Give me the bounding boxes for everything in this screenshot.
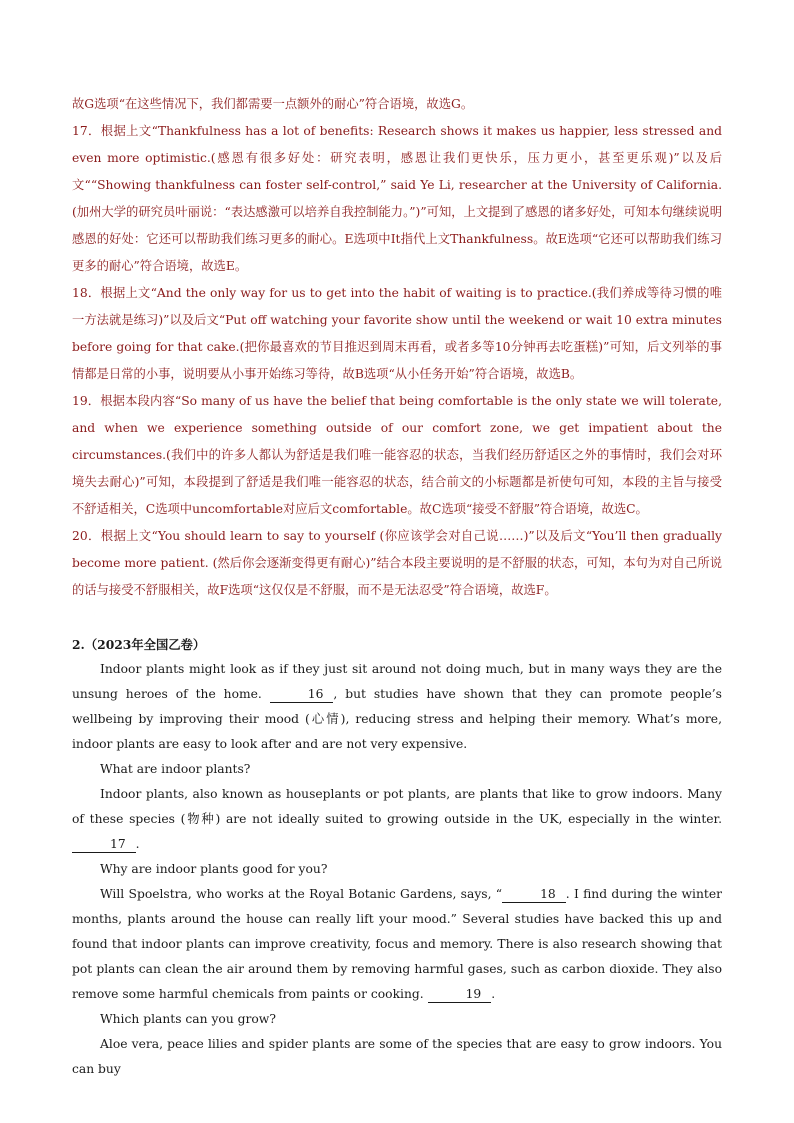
question-header: 2.（2023年全国乙卷） (72, 637, 206, 652)
blank-16: 16 (270, 686, 334, 703)
passage-paragraph-1: Indoor plants might look as if they just sit around not doing much, but in many ways they are the unsung heroes of the home. 16 , but studies have shown that they can promote people’s wellbeing by improving their mood (心情), reducing stress and helping their memory. What’s more, indoor plants are easy to look after and are not very expensive. (72, 662, 722, 751)
passage-paragraph-3: Will Spoelstra, who works at the Royal Botanic Gardens, says, “ 18 . I find during the winter months, plants around the house can really lift your mood.” Several studies have backed this up and found that indoor plants can improve creativity, focus and memory. There is also research showing that pot plants can clean the air around them by removing harmful gases, such as carbon dioxide. They also remove some harmful chemicals from paints or cooking. 19 . (72, 887, 722, 1001)
subheading-which: Which plants can you grow? (100, 1012, 276, 1026)
question-2 (72, 632, 722, 1082)
blank-18: 18 (502, 886, 566, 903)
subheading-what: What are indoor plants? (100, 762, 251, 776)
answer-16-end: 故G选项“在这些情况下，我们都需要一点额外的耐心”符合语境，故选G。 (72, 97, 474, 111)
answer-explanations (72, 91, 722, 604)
blank-17: 17 (72, 836, 136, 853)
answer-20: 20．根据上文“You should learn to say to yourself (你应该学会对自己说……)”以及后文“You’ll then gradually become more patient. (然后你会逐渐变得更有耐心)”结合本段主要说明的是不舒服的状态，可知，本句为对自己所说的话与接受不舒服相关，故F选项“这仅仅是不舒服，而不是无法忍受”符合语境，故选F。 (72, 529, 722, 597)
answer-19: 19．根据本段内容“So many of us have the belief that being comfortable is the only state we will tolerate, and when we experience something outside of our comfort zone, we get impatient about the circumstances.(我们中的许多人都认为舒适是我们唯一能容忍的状态，当我们经历舒适区之外的事情时，我们会对环境失去耐心)”可知，本段提到了舒适是我们唯一能容忍的状态，结合前文的小标题都是祈使句可知，本段的主旨与接受不舒适相关，C选项中uncomfortable对应后文comfortable。故C选项“接受不舒服”符合语境，故选C。 (72, 394, 722, 516)
passage-paragraph-2: Indoor plants, also known as houseplants or pot plants, are plants that like to grow indoors. Many of these species (物种) are not ideally suited to growing outside in the UK, especially in the winter. 17 . (72, 787, 722, 851)
subheading-why: Why are indoor plants good for you? (100, 862, 328, 876)
passage-paragraph-4: Aloe vera, peace lilies and spider plants are some of the species that are easy to grow indoors. You can buy (72, 1037, 722, 1076)
answer-17: 17．根据上文“Thankfulness has a lot of benefits: Research shows it makes us happier, less stressed and even more optimistic.(感恩有很多好处：研究表明，感恩让我们更快乐，压力更小，甚至更乐观)”以及后文““Showing thankfulness can foster self-control,” said Ye Li, researcher at the University of California. (加州大学的研究员叶丽说：“表达感激可以培养自我控制能力。”)”可知，上文提到了感恩的诸多好处，可知本句继续说明感恩的好处：它还可以帮助我们练习更多的耐心。E选项中It指代上文Thankfulness。故E选项“它还可以帮助我们练习更多的耐心”符合语境，故选E。 (72, 124, 722, 273)
answer-18: 18．根据上文“And the only way for us to get into the habit of waiting is to practice.(我们养成等待习惯的唯一方法就是练习)”以及后文“Put off watching your favorite show until the weekend or wait 10 extra minutes before going for that cake.(把你最喜欢的节目推迟到周末再看，或者多等10分钟再去吃蛋糕)”可知，后文列举的事情都是日常的小事，说明要从小事开始练习等待，故B选项“从小任务开始”符合语境，故选B。 (72, 286, 722, 381)
blank-19: 19 (428, 986, 492, 1003)
